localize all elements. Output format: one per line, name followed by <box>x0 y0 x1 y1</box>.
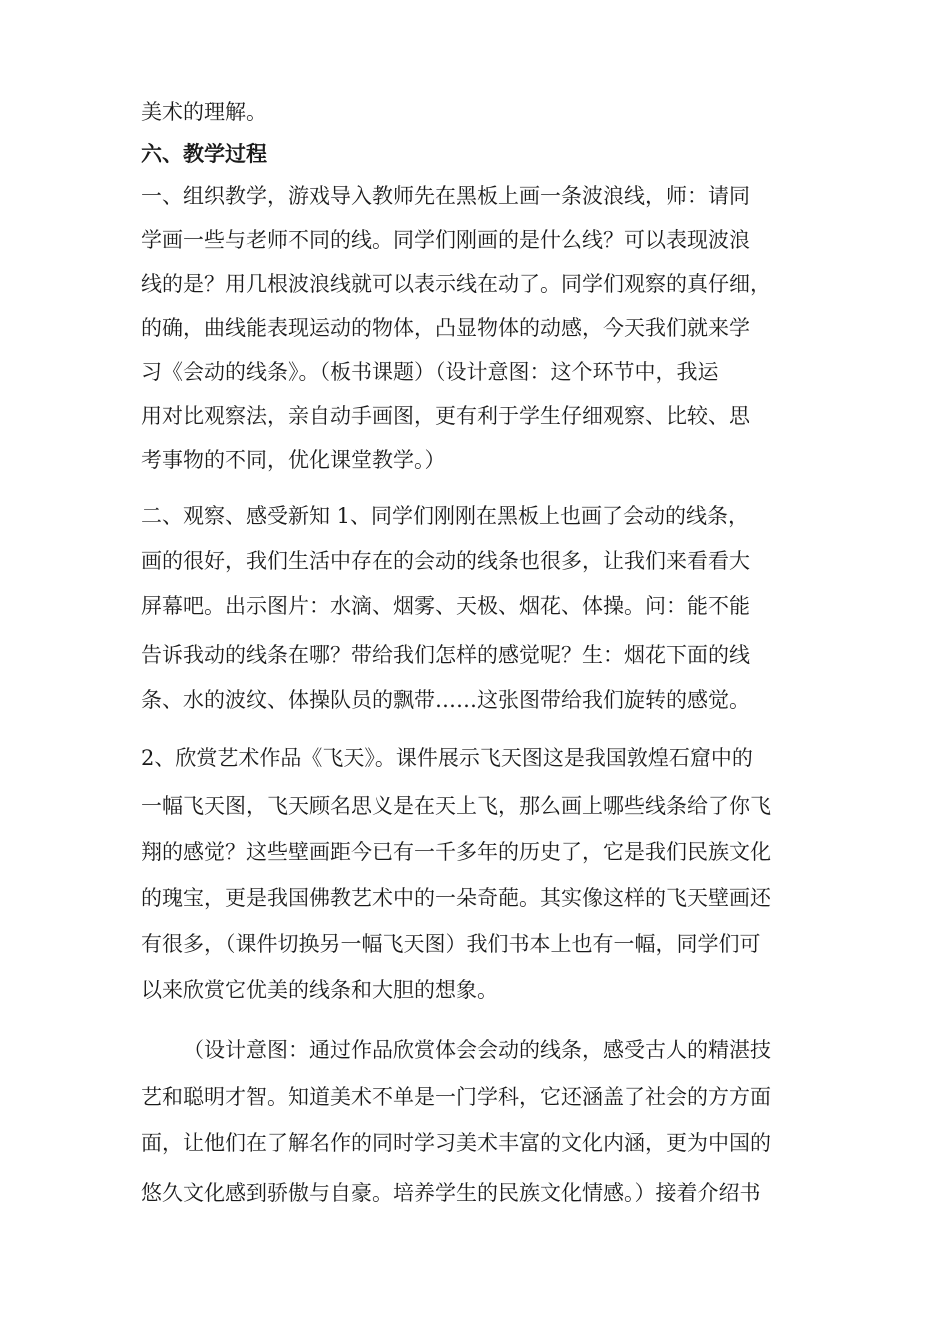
text-line: 2、欣赏艺术作品《飞天》。课件展示飞天图这是我国敦煌石窟中的 <box>141 746 753 770</box>
text-line: 一幅飞天图，飞天顾名思义是在天上飞，那么画上哪些线条给了你飞 <box>141 794 771 818</box>
text-line: 美术的理解。 <box>141 100 267 124</box>
text-line: 用对比观察法，亲自动手画图，更有利于学生仔细观察、比较、思 <box>141 404 750 428</box>
text-line: 有很多，（课件切换另一幅飞天图）我们书本上也有一幅，同学们可 <box>141 932 761 956</box>
text-line: （设计意图：通过作品欣赏体会会动的线条，感受古人的精湛技 <box>183 1038 771 1062</box>
text-line: 翔的感觉？这些壁画距今已有一千多年的历史了，它是我们民族文化 <box>141 840 771 864</box>
text-line: 的瑰宝，更是我国佛教艺术中的一朵奇葩。其实像这样的飞天壁画还 <box>141 886 771 910</box>
text-line: 面，让他们在了解名作的同时学习美术丰富的文化内涵，更为中国的 <box>141 1131 771 1155</box>
text-line: 艺和聪明才智。知道美术不单是一门学科，它还涵盖了社会的方方面 <box>141 1085 771 1109</box>
text-line: 习《会动的线条》。（板书课题）（设计意图：这个环节中，我运 <box>141 360 719 384</box>
text-line: 学画一些与老师不同的线。同学们刚画的是什么线？可以表现波浪 <box>141 228 750 252</box>
text-line: 二、观察、感受新知 1、同学们刚刚在黑板上也画了会动的线条， <box>141 504 750 528</box>
text-line: 告诉我动的线条在哪？带给我们怎样的感觉呢？生：烟花下面的线 <box>141 643 750 667</box>
text-line: 悠久文化感到骄傲与自豪。培养学生的民族文化情感。）接着介绍书 <box>141 1181 761 1205</box>
text-line: 的确，曲线能表现运动的物体，凸显物体的动感，今天我们就来学 <box>141 316 750 340</box>
text-line: 条、水的波纹、体操队员的飘带……这张图带给我们旋转的感觉。 <box>141 688 750 712</box>
text-line: 屏幕吧。出示图片：水滴、烟雾、天极、烟花、体操。问：能不能 <box>141 594 750 618</box>
section-heading: 六、教学过程 <box>141 142 267 166</box>
text-line: 考事物的不同，优化课堂教学。） <box>141 448 446 472</box>
text-line: 线的是？用几根波浪线就可以表示线在动了。同学们观察的真仔细， <box>141 272 771 296</box>
text-line: 画的很好，我们生活中存在的会动的线条也很多，让我们来看看大 <box>141 549 750 573</box>
text-line: 以来欣赏它优美的线条和大胆的想象。 <box>141 978 498 1002</box>
text-line: 一、组织教学，游戏导入教师先在黑板上画一条波浪线，师：请同 <box>141 184 750 208</box>
